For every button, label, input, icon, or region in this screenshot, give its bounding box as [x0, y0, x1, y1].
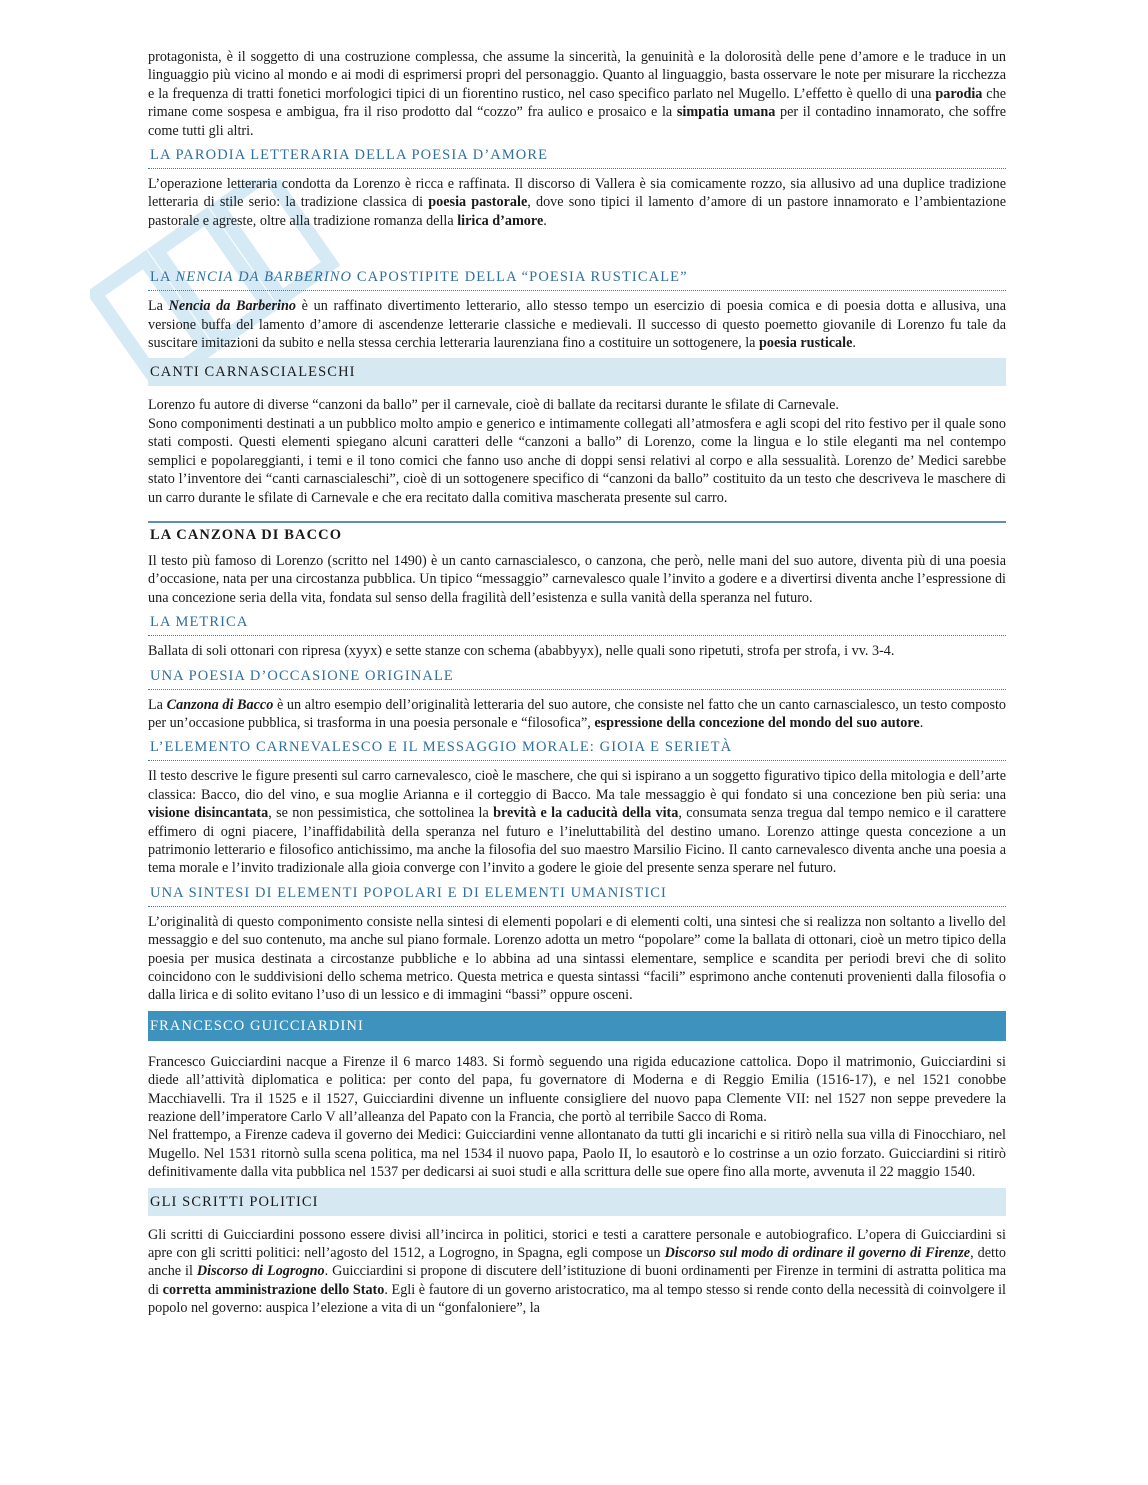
paragraph-canzona-di-bacco: Il testo più famoso di Lorenzo (scritto nel 1490) è un canto carnascialesco, o canzona, che però, nelle mani del suo autore, diventa più di una poesia d’occasione, nata per una circostanza pubblica. Un tipico “messaggio” carnevalesco quale l’invito a godere e a divertirsi diventa anche l’espressione di una concezione seria della vita, fondata sul senso della fragilità dell’esistenza e sulla vanità della speranza nel futuro. [148, 552, 1006, 606]
heading-sintesi-elementi: UNA SINTESI DI ELEMENTI POPOLARI E DI ELEMENTI UMANISTICI [148, 882, 1006, 907]
paragraph-guicciardini-bio-2: Nel frattempo, a Firenze cadeva il governo dei Medici: Guicciardini venne allontanato da tutti gli incarichi e si ritirò nella sua villa di Finocchiaro, nel Mugello. Nel 1531 ritornò sulla scena politica, ma nel 1534 il nuovo papa, Paolo II, lo esautorò e lo costrinse a un ozio forzato. Guicciardini si ritirò definitivamente dalla vita pubblica nel 1537 per dedicarsi ai suoi studi e alla scrittura delle sue opere fino alla morte, avvenuta il 22 maggio 1540. [148, 1127, 1006, 1181]
heading-elemento-carnevalesco: L’ELEMENTO CARNEVALESCO E IL MESSAGGIO MORALE: GIOIA E SERIETÀ [148, 736, 1006, 761]
heading-canti-carnascialeschi: CANTI CARNASCIALESCHI [148, 358, 1006, 386]
heading-canzona-di-bacco: LA CANZONA DI BACCO [148, 521, 1006, 548]
paragraph-vallera-language: protagonista, è il soggetto di una costruzione complessa, che assume la sincerità, la genuinità e la dolorosità delle pene d’amore e le traduce in un linguaggio più vicino al mondo e ai modi di esprimersi propri del personaggio. Quanto al linguaggio, basta osservare le note per misurare la ricchezza e la frequenza di tratti fonetici morfologici tipici di un fiorentino rustico, nel caso specifico parlato nel Mugello. L’effetto è quello di una parodia che rimane come sospesa e ambigua, fra il riso prodotto dal “cozzo” fra aulico e prosaico e la simpatia umana per il contadino innamorato, che soffre come tutti gli altri. [148, 49, 1006, 139]
heading-poesia-occasione: UNA POESIA D’OCCASIONE ORIGINALE [148, 665, 1006, 690]
paragraph-sintesi-elementi: L’originalità di questo componimento consiste nella sintesi di elementi popolari e di elementi colti, una sintesi che si realizza non soltanto a livello del messaggio e del suo contenuto, ma anche sul piano formale. Lorenzo adotta un metro “popolare” come la ballata di ottonari, cioè un metro tipico della poesia per musica destinata a circostanze pubbliche e lo abbina ad una sintassi elementare, semplice e scandita per periodi brevi che di solito coincidono con le suddivisioni dello schema metrico. Questa metrica e questa sintassi “facili” esprimono anche contenuti provenienti dalla filosofia o dalla lirica e di solito evitano l’uso di un lessico e di immagini “bassi” oppure osceni. [148, 913, 1006, 1004]
heading-scritti-politici: GLI SCRITTI POLITICI [148, 1188, 1006, 1216]
heading-francesco-guicciardini: FRANCESCO GUICCIARDINI [148, 1011, 1006, 1041]
paragraph-canti-intro: Lorenzo fu autore di diverse “canzoni da ballo” per il carnevale, cioè di ballate da recitarsi durante le sfilate di Carnevale. [148, 397, 839, 414]
paragraph-guicciardini-bio-1: Francesco Guicciardini nacque a Firenze il 6 marco 1483. Si formò seguendo una rigida educazione cattolica. Dopo il matrimonio, Guicciardini si diede all’attività diplomatica e politica: per conto del papa, fu governatore di Moderna e di Reggio Emilia (1516-17), e nel 1521 conobbe Macchiavelli. Tra il 1525 e il 1527, Guicciardini divenne un influente consigliere del nuovo papa Clemente VII: nel 1527 non seppe prevedere la reazione dell’imperatore Carlo V all’alleanza del Papato con la Francia, che portò al terribile Sacco di Roma. [148, 1053, 1006, 1126]
paragraph-poesia-occasione: La Canzona di Bacco è un altro esempio dell’originalità letteraria del suo autore, che consiste nel fatto che un canto carnascialesco, un testo composto per un’occasione pubblica, si trasforma in una poesia personale e “filosofica”, espressione della concezione del mondo del suo autore. [148, 696, 1006, 731]
paragraph-parodia-letteraria: L’operazione letteraria condotta da Lorenzo è ricca e raffinata. Il discorso di Vallera è sia comicamente rozzo, sia allusivo ad una duplice tradizione letteraria di stile serio: la tradizione classica di poesia pastorale, dove sono tipici il lamento d’amore di un pastore innamorato e l’ambientazione pastorale e agreste, oltre alla tradizione romanza della lirica d’amore. [148, 176, 1006, 229]
paragraph-nencia-da-barberino: La Nencia da Barberino è un raffinato divertimento letterario, allo stesso tempo un esercizio di poesia comica e di poesia dotta e allusiva, una versione buffa del lamento d’amore di ascendenze letterarie classiche e medievali. Il successo di questo poemetto giovanile di Lorenzo fu tale da suscitare imitazioni da subito e nella stessa cerchia letteraria laurenziana fino a costituire un sottogenere, la poesia rusticale. [148, 298, 1007, 352]
paragraph-elemento-carnevalesco: Il testo descrive le figure presenti sul carro carnevalesco, cioè le maschere, che qui si ispirano a un soggetto figurativo tipico della mitologia e dell’arte classica: Bacco, dio del vino, e sua moglie Arianna e il corteggio di Bacco. Ma tale messaggio è qui fondato si una concezione ben più seria: una visione disincantata, se non pessimistica, che sottolinea la brevità e la caducità della vita, consumata senza tregua dal tempo nemico e il carattere effimero di ogni piacere, l’inaffidabilità della speranza nel futuro e l’ineluttabilità del destino umano. Lorenzo attinge questa concezione a un patrimonio letterario e filosofico antichissimo, ma anche la filosofia del suo maestro Marsilio Ficino. Il canto carnevalesco diventa anche una poesia a tema morale e l’invito tradizionale alla gioia converge con l’invito a godere le gioie del presente senza sperare nel futuro. [148, 768, 1007, 877]
document-page [148, 48, 1006, 1318]
paragraph-metrica: Ballata di soli ottonari con ripresa (xyyx) e sette stanze con schema (ababbyyx), nelle quali sono ripetuti, strofa per strofa, i vv. 3-4. [148, 643, 895, 660]
heading-nencia-da-barberino: LA NENCIA DA BARBERINO CAPOSTIPITE DELLA “POESIA RUSTICALE” [148, 266, 1006, 291]
paragraph-scritti-politici: Gli scritti di Guicciardini possono essere divisi all’incirca in politici, storici e testi a carattere personale e autobiografico. L’opera di Guicciardini si apre con gli scritti politici: nell’agosto del 1512, a Logrogno, in Spagna, egli compose un Discorso sul modo di ordinare il governo di Firenze, detto anche il Discorso di Logrogno. Guicciardini si propone di discutere dell’istituzione di buoni ordinamenti per Firenze in termini di astratta politica ma di corretta amministrazione dello Stato. Egli è fautore di un governo aristocratico, ma al tempo stesso si rende conto della necessità di coinvolgere il popolo nel governo: auspica l’elezione a vita di un “gonfaloniere”, la [148, 1226, 1006, 1317]
paragraph-canti-body: Sono componimenti destinati a un pubblico molto ampio e generico e intimamente collegati all’atmosfera e agli scopi del rito festivo per il quale sono stati composti. Questi elementi spiegano alcuni caratteri delle “canzoni a ballo” di Lorenzo, come la lingua e lo stile eleganti ma nel contempo semplici e popolareggianti, i temi e il tono comici che fanno uso anche di doppi sensi relativi al corpo e alla sessualità. Lorenzo de’ Medici sarebbe stato l’inventore dei “canti carnascialeschi”, cioè di un sottogenere specifico di “canzoni da ballo” costituito da un testo che descriveva le maschere di un carro durante le sfilate di Carnevale e che era recitato dalla comitiva mascherata presente sul carro. [148, 415, 1006, 506]
heading-metrica: LA METRICA [148, 611, 1006, 636]
heading-parodia-letteraria: LA PARODIA LETTERARIA DELLA POESIA D’AMORE [148, 144, 1006, 169]
